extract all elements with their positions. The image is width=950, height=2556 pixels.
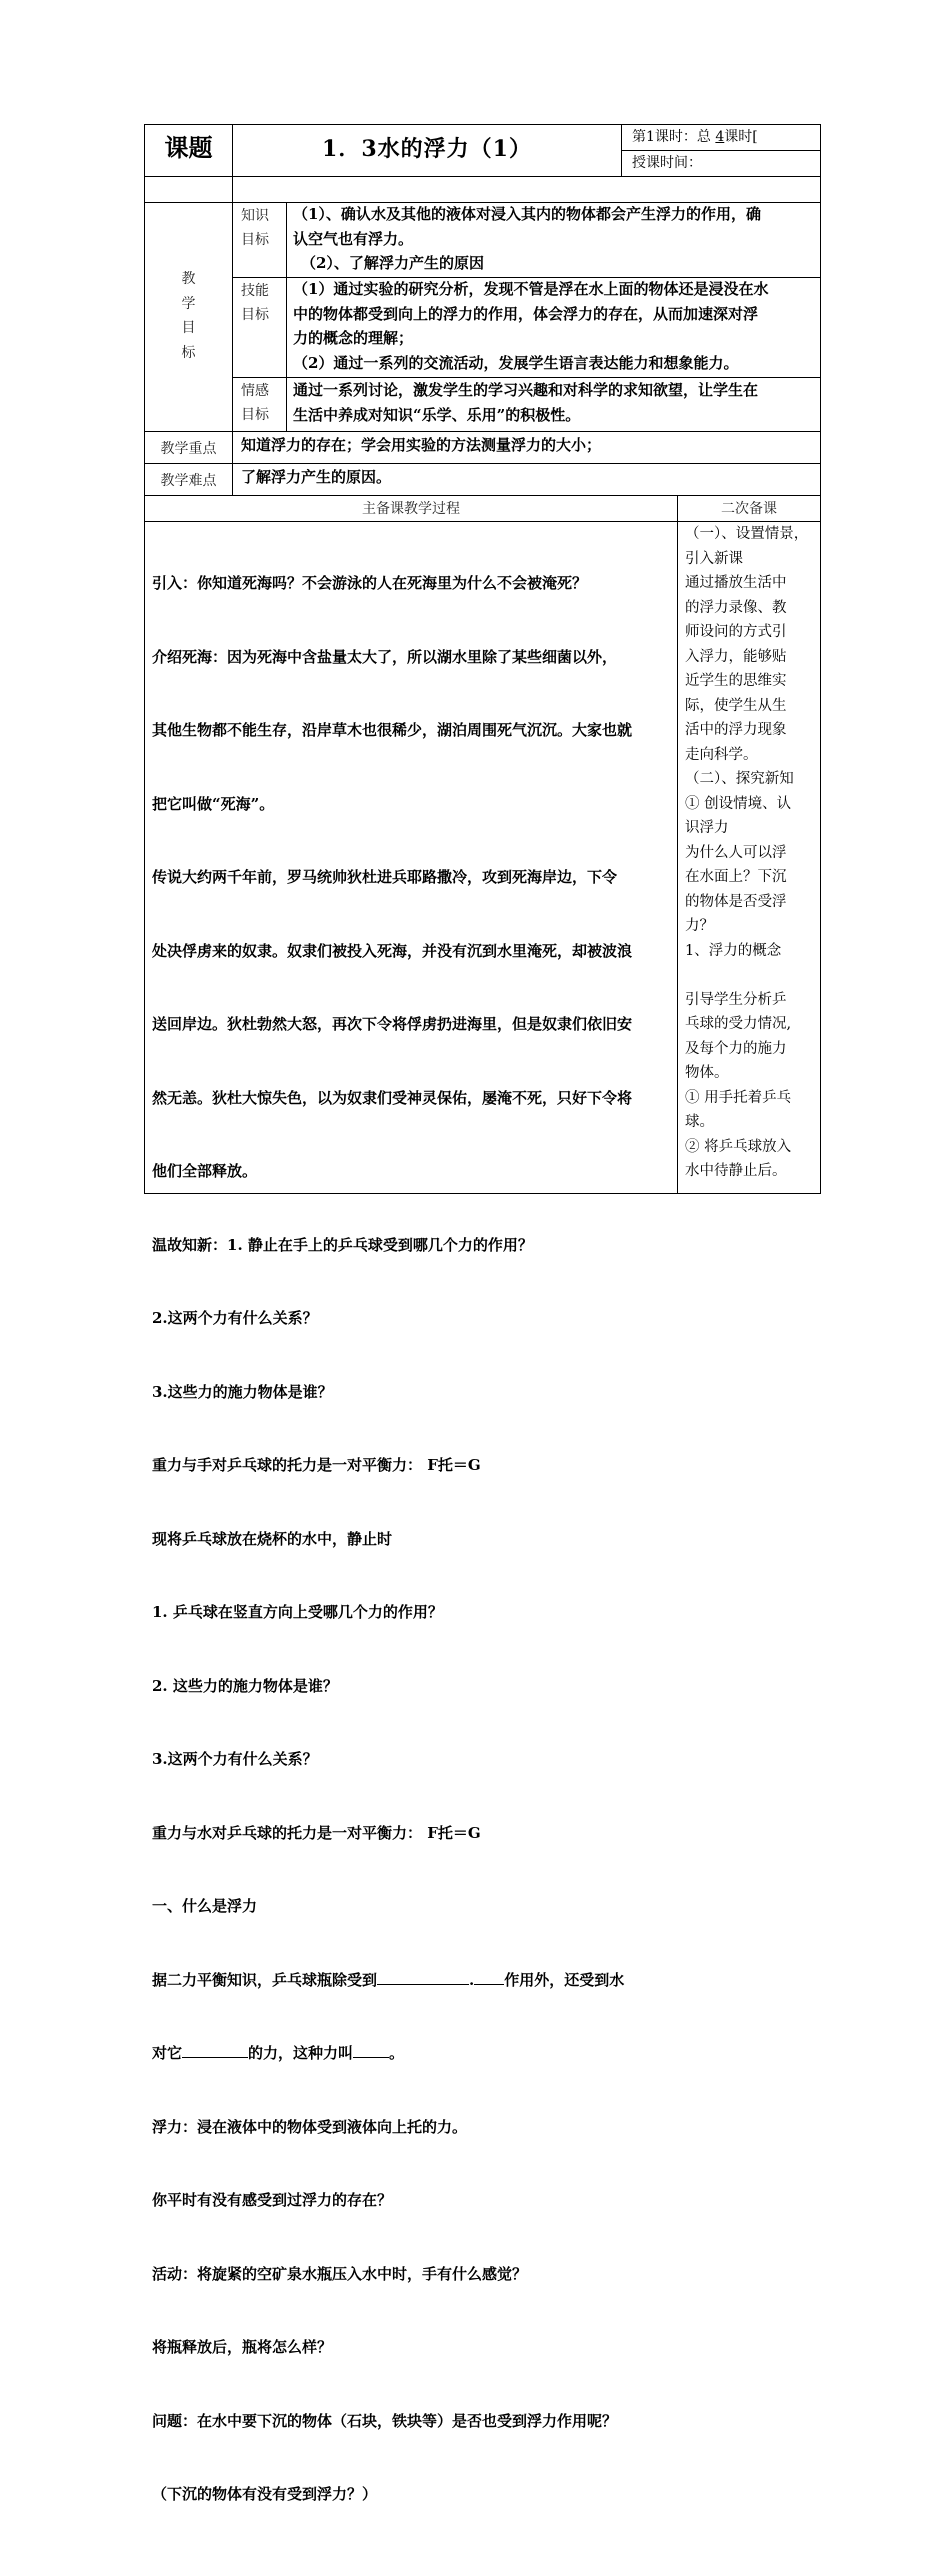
answer-blank-4 xyxy=(353,2041,389,2058)
difficulty-text: 了解浮力产生的原因。 xyxy=(241,468,392,486)
key-point-text: 知道浮力的存在；学会用实验的方法测量浮力的大小； xyxy=(241,436,602,454)
period-total: 4 xyxy=(715,129,725,145)
title-label: 课题 xyxy=(164,133,213,162)
process-text: 引入：你知道死海吗？不会游泳的人在死海里为什么不会被淹死？ 介绍死海：因为死海中含盐量太大了，所以湖水里除了某些细菌以外， 其他生物都不能生存，沿岸草木也很稀少，湖泊周围死气沉沉。大家也就 把它叫做“死海”。 传说大约两千年前，罗马统帅狄杜进兵耶路撒冷，攻到死海岸边，下令 处决俘虏来的奴隶。奴隶们被投入死海，并没有沉到水里淹死，却被波浪 送回岸边。狄杜勃然大怒，再次下令将俘虏扔进海里，但是奴隶们依旧安 然无恙。狄杜大惊失色，以为奴隶们受神灵保佑，屡淹不死，只好下令将 他们全部释放。 温故知新：1. 静止在手上的乒乓球受到哪几个力的作用？ 2.这两个力有什么关系？ 3.这些力的施力物体是谁？ 重力与手对乒乓球的托力是一对平衡力： F托＝G 现将乒乓球放在烧杯的水中，静止时 1. 乒乓球在竖直方向上受哪几个力的作用？ 2. 这些力的施力物体是谁？ 3.这两个力有什么关系？ 重力与水对乒乓球的托力是一对平衡力： F托＝G 一、什么是浮力 据二力平衡知识，乒乓球瓶除受到 . 作用外，还受到水 对它 的力，这种力叫 。 浮力：浸在液体中的物体受到液体向上托的力。 你平时有没有感受到过浮力的存在？ 活动：将旋紧的空矿泉水瓶压入水中时，手有什么感觉？ 将瓶释放后，瓶将怎么样？ 问题：在水中要下沉的物体（石块，铁块等）是否也受到浮力作用呢？ （下沉的物体有没有受到浮力？） xyxy=(152,574,633,2503)
knowledge-label: 知识 目标 xyxy=(241,208,269,248)
answer-blank-1 xyxy=(377,1968,469,1985)
difficulty-label: 教学难点 xyxy=(160,473,217,489)
period-prefix: 第1课时：总 xyxy=(632,129,711,145)
answer-blank-3 xyxy=(182,2041,248,2058)
answer-blank-2 xyxy=(474,1968,504,1985)
side-header: 二次备课 xyxy=(721,501,777,517)
skill-label: 技能 目标 xyxy=(241,283,269,323)
key-point-label: 教学重点 xyxy=(160,441,217,457)
empty-cell-left xyxy=(144,176,233,203)
main-process-header: 主备课教学过程 xyxy=(362,501,460,517)
skill-text: （1）通过实验的研究分析，发现不管是浮在水上面的物体还是浸没在水 中的物体都受到向上的浮力的作用，体会浮力的存在，从而加速深对浮 力的概念的理解； （2）通过一系列的交流活动，发展学生语言表达能力和想象能力。 xyxy=(293,280,769,372)
blank-1-dot: . xyxy=(469,1970,475,1989)
lesson-title: 1．3水的浮力（1） xyxy=(322,136,532,162)
blank-line-2: 对它 的力，这种力叫 。 xyxy=(152,2041,632,2066)
emotion-label: 情感 目标 xyxy=(241,383,269,423)
teach-time-label: 授课时间： xyxy=(632,155,702,171)
period-suffix: 课时[ xyxy=(724,129,758,145)
emotion-text: 通过一系列讨论，激发学生的学习兴趣和对科学的求知欲望，让学生在 生活中养成对知识“乐学、乐用”的积极性。 xyxy=(293,381,759,424)
knowledge-text: （1）、确认水及其他的液体对浸入其内的物体都会产生浮力的作用，确 认空气也有浮力。 （2）、了解浮力产生的原因 xyxy=(293,205,761,272)
empty-cell-right xyxy=(232,176,821,203)
objectives-heading: 教 学 目 标 xyxy=(181,271,196,361)
period-info xyxy=(632,125,758,149)
blank-line-1: 据二力平衡知识，乒乓球瓶除受到 . 作用外，还受到水 xyxy=(152,1968,632,1993)
side-notes-text: （一）、设置情景， 引入新课 通过播放生活中 的浮力录像、教 师设问的方式引 入浮力，能够贴 近学生的思维实 际，使学生从生 活中的浮力现象 走向科学。 （二）、探究新知 ① 创设情境、认 识浮力 为什么人可以浮 在水面上？下沉 的物体是否受浮 力？ 1、浮力的概念 引导学生分析乒 乓球的受力情况, 及每个力的施力 物体。 ① 用手托着乒乓 球。 ② 将乒乓球放入 水中待静止后。 xyxy=(685,526,809,1179)
